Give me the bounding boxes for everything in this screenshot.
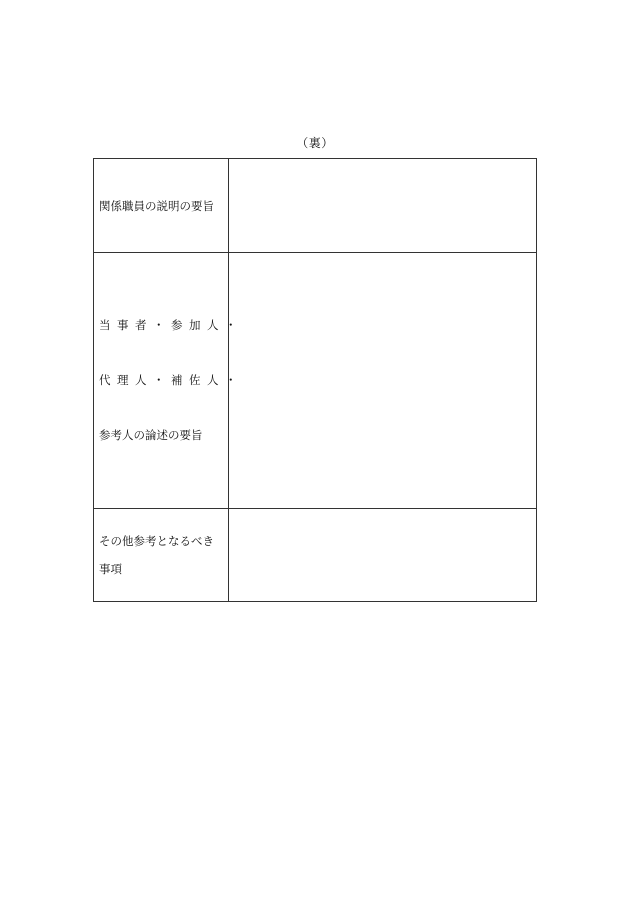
form-table [93, 158, 537, 602]
field-parties-statements[interactable] [229, 253, 537, 509]
table-row [94, 159, 537, 253]
table-row [94, 253, 537, 509]
label-other-reference [94, 509, 229, 602]
field-staff-explanation[interactable] [229, 159, 537, 253]
table-row [94, 509, 537, 602]
label-line: 当事者・参加人・ [99, 318, 243, 332]
label-line: 参考人の論述の要旨 [99, 428, 203, 442]
field-other-reference[interactable] [229, 509, 537, 602]
label-parties-statements [94, 253, 243, 509]
label-line: 事項 [99, 562, 122, 576]
label-line: その他参考となるべき [99, 534, 214, 548]
label-staff-explanation [94, 159, 229, 253]
label-line: 関係職員の説明の要旨 [99, 198, 214, 213]
page-heading: （裏） [296, 136, 334, 150]
label-line: 代理人・補佐人・ [99, 373, 243, 387]
